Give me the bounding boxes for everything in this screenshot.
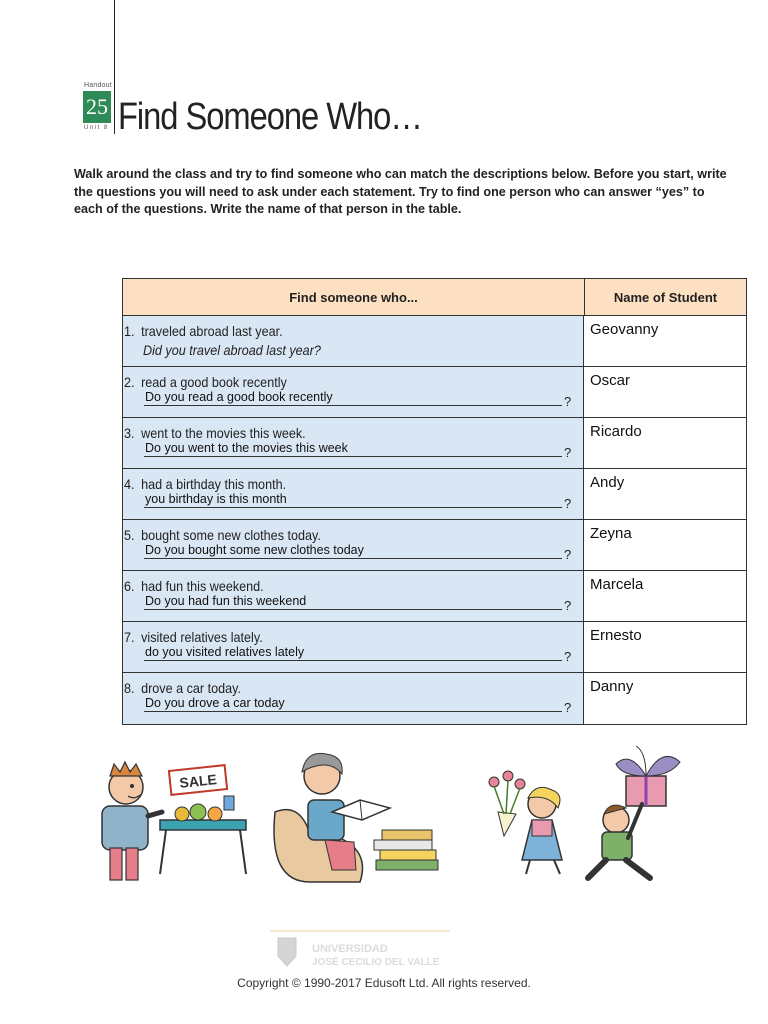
- copyright-footer: Copyright © 1990-2017 Edusoft Ltd. All rights reserved.: [237, 976, 531, 990]
- sale-sign-text: SALE: [178, 771, 218, 791]
- question-mark: ?: [564, 649, 572, 664]
- written-question: you birthday is this month: [145, 492, 287, 506]
- student-name: Ricardo: [590, 423, 642, 440]
- student-name-cell: [584, 418, 746, 468]
- gift-boy-illustration: [588, 746, 680, 878]
- student-name-cell: [584, 571, 746, 621]
- instructions-text: Walk around the class and try to find someone who can match the descriptions below. Before you start, write the questions you will need to ask under each statement. Try to find one person who can answer “yes” to each of the questions. Write the name of that person in the table.: [74, 167, 727, 216]
- reading-grandma-illustration: [274, 753, 438, 882]
- question-mark: ?: [564, 547, 572, 562]
- question-mark: ?: [564, 700, 572, 715]
- student-name-cell: [584, 622, 746, 672]
- statement-text: [124, 680, 241, 696]
- answer-line: [144, 660, 562, 661]
- statement-label: visited relatives lately.: [141, 629, 263, 645]
- description-cell: [123, 571, 584, 621]
- question-mark: ?: [564, 445, 572, 460]
- description-cell: [123, 520, 584, 570]
- item-number: 2.: [124, 374, 135, 390]
- table-row: [123, 367, 746, 418]
- handout-number-badge: 25: [83, 91, 111, 123]
- student-name: Ernesto: [590, 627, 642, 644]
- statement-text: [124, 527, 321, 543]
- answer-line: [144, 456, 562, 457]
- page-title: Find Someone Who…: [118, 96, 422, 138]
- statement-label: drove a car today.: [141, 680, 242, 696]
- student-name-cell: [584, 673, 746, 724]
- item-number: 5.: [124, 527, 135, 543]
- student-name-cell: [584, 367, 746, 417]
- handout-label: Handout: [84, 82, 112, 89]
- table-row: [123, 571, 746, 622]
- illustration-strip: [70, 742, 710, 892]
- table-row: [123, 673, 746, 724]
- statement-label: read a good book recently: [141, 374, 287, 390]
- written-question: Do you drove a car today: [145, 696, 285, 710]
- table-header: [123, 279, 746, 316]
- description-cell: [123, 469, 584, 519]
- answer-line: [144, 405, 562, 406]
- description-cell: [123, 316, 584, 366]
- header-name: Name of Student: [613, 289, 718, 305]
- student-name-cell: [584, 469, 746, 519]
- description-cell: [123, 673, 584, 724]
- table-body: [123, 316, 746, 724]
- student-name: Marcela: [590, 576, 644, 593]
- statement-label: had fun this weekend.: [141, 578, 264, 594]
- statement-text: [124, 425, 306, 441]
- answer-line: [144, 507, 562, 508]
- question-mark: ?: [564, 496, 572, 511]
- statement-text: [124, 578, 264, 594]
- table-row: [123, 622, 746, 673]
- example-question: Did you travel abroad last year?: [143, 342, 321, 358]
- written-question: Do you had fun this weekend: [145, 594, 307, 608]
- description-cell: [123, 418, 584, 468]
- student-name-cell: [584, 520, 746, 570]
- item-number: 4.: [124, 476, 135, 492]
- item-number: 7.: [124, 629, 135, 645]
- find-someone-table: [122, 278, 747, 725]
- written-question: Do you read a good book recently: [145, 390, 333, 404]
- student-name: Zeyna: [590, 525, 632, 542]
- student-name: Andy: [590, 474, 625, 491]
- description-cell: [123, 367, 584, 417]
- table-row: [123, 469, 746, 520]
- unit-label: Unit 8: [84, 125, 109, 131]
- item-number: 6.: [124, 578, 135, 594]
- item-number: 8.: [124, 680, 135, 696]
- written-question: do you visited relatives lately: [145, 645, 305, 659]
- item-number: 3.: [124, 425, 135, 441]
- statement-label: went to the movies this week.: [141, 425, 306, 441]
- item-number: 1.: [124, 323, 135, 339]
- answer-line: [144, 609, 562, 610]
- table-row: [123, 316, 746, 367]
- watermark-line1: UNIVERSIDAD: [312, 943, 388, 955]
- statement-text: [124, 374, 287, 390]
- statement-label: had a birthday this month.: [141, 476, 287, 492]
- table-row: [123, 418, 746, 469]
- student-name: Oscar: [590, 372, 631, 389]
- question-mark: ?: [564, 394, 572, 409]
- written-question: Do you went to the movies this week: [145, 441, 348, 455]
- description-cell: [123, 622, 584, 672]
- university-watermark: [270, 930, 470, 972]
- question-mark: ?: [564, 598, 572, 613]
- statement-label: traveled abroad last year.: [141, 323, 283, 339]
- student-name: Geovanny: [590, 321, 659, 338]
- statement-text: [124, 323, 283, 339]
- answer-line: [144, 711, 562, 712]
- table-row: [123, 520, 746, 571]
- answer-line: [144, 558, 562, 559]
- written-question: Do you bought some new clothes today: [145, 543, 364, 557]
- statement-text: [124, 476, 286, 492]
- header-description: Find someone who...: [123, 279, 585, 315]
- watermark-line2: JOSÉ CECILIO DEL VALLE: [312, 957, 440, 968]
- statement-text: [124, 629, 263, 645]
- student-name: Danny: [590, 678, 634, 695]
- margin-rule: [114, 0, 115, 134]
- sale-scene-illustration: [102, 762, 246, 880]
- statement-label: bought some new clothes today.: [141, 527, 321, 543]
- flower-girl-illustration: [489, 771, 562, 874]
- student-name-cell: [584, 316, 746, 366]
